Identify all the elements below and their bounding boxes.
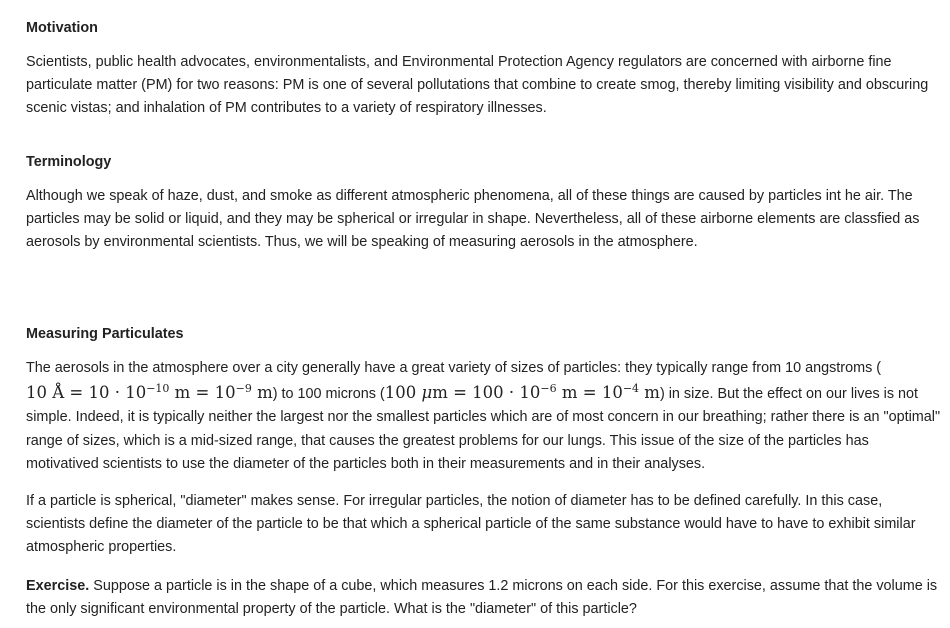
particle-sizes-rest: ) in size. But the effect on our lives is not simple. Indeed, it is typically neither the largest nor the smallest particles which are of most concern in our breathing; rather there is an "optimal" range of sizes, which is a mid-sized range, that causes the greatest problems for our lungs. This issue of the size of the particles has motivatived scientists to use the diameter of the particles both in their measurements and in their analyses.: [26, 385, 941, 472]
paragraph-exercise: [26, 575, 944, 621]
paragraph-terminology: Although we speak of haze, dust, and smoke as different atmospheric phenomena, all of these things are caused by particles int he air. The particles may be solid or liquid, and they may be spherical or irregular in shape. Nevertheless, all of these airborne elements are classfied as aerosols by environmental scientists. Thus, we will be speaking of measuring aerosols in the atmosphere.: [26, 188, 920, 250]
exercise-label: Exercise.: [26, 578, 90, 594]
math-angstrom-conversion: 10 Å = $10 \cdot 10^{-10}$ $m = 10^{-9}$ m: [26, 381, 273, 402]
heading-measuring-particulates: Measuring Particulates: [26, 326, 184, 342]
paragraph-particle-sizes: [26, 357, 944, 477]
paragraph-motivation: Scientists, public health advocates, environmentalists, and Environmental Protection Agency regulators are concerned with airborne fine particulate matter (PM) for two reasons: PM is one of several pollutations that combine to create smog, thereby limiting visibility and obscuring scenic vistas; and inhalation of PM contributes to a variety of respiratory illnesses.: [26, 54, 929, 116]
exercise-text: Suppose a particle is in the shape of a cube, which measures 1.2 microns on each side. For this exercise, assume that the volume is the only significant environmental property of the particle. What is the "diameter" of this particle?: [26, 578, 938, 617]
partial-link[interactable]: [800, 623, 950, 628]
particle-sizes-mid: ) to 100 microns (: [272, 385, 385, 402]
paragraph-diameter-definition: If a particle is spherical, "diameter" makes sense. For irregular particles, the notion of diameter has to be defined carefully. In this case, scientists define the diameter of the particle to be that which a spherical particle of the same substance would have to have to exhibit similar atmospheric properties.: [26, 493, 916, 555]
particle-sizes-intro: The aerosols in the atmosphere over a city generally have a great variety of sizes of particles: they typically range from 10 angstroms (: [26, 360, 882, 376]
heading-terminology: Terminology: [26, 154, 112, 170]
heading-motivation: Motivation: [26, 20, 98, 36]
math-micron-conversion: 100 $\mu m = 100 \cdot 10^{-6}$ $m = 10^{-4}$ m: [384, 381, 660, 402]
